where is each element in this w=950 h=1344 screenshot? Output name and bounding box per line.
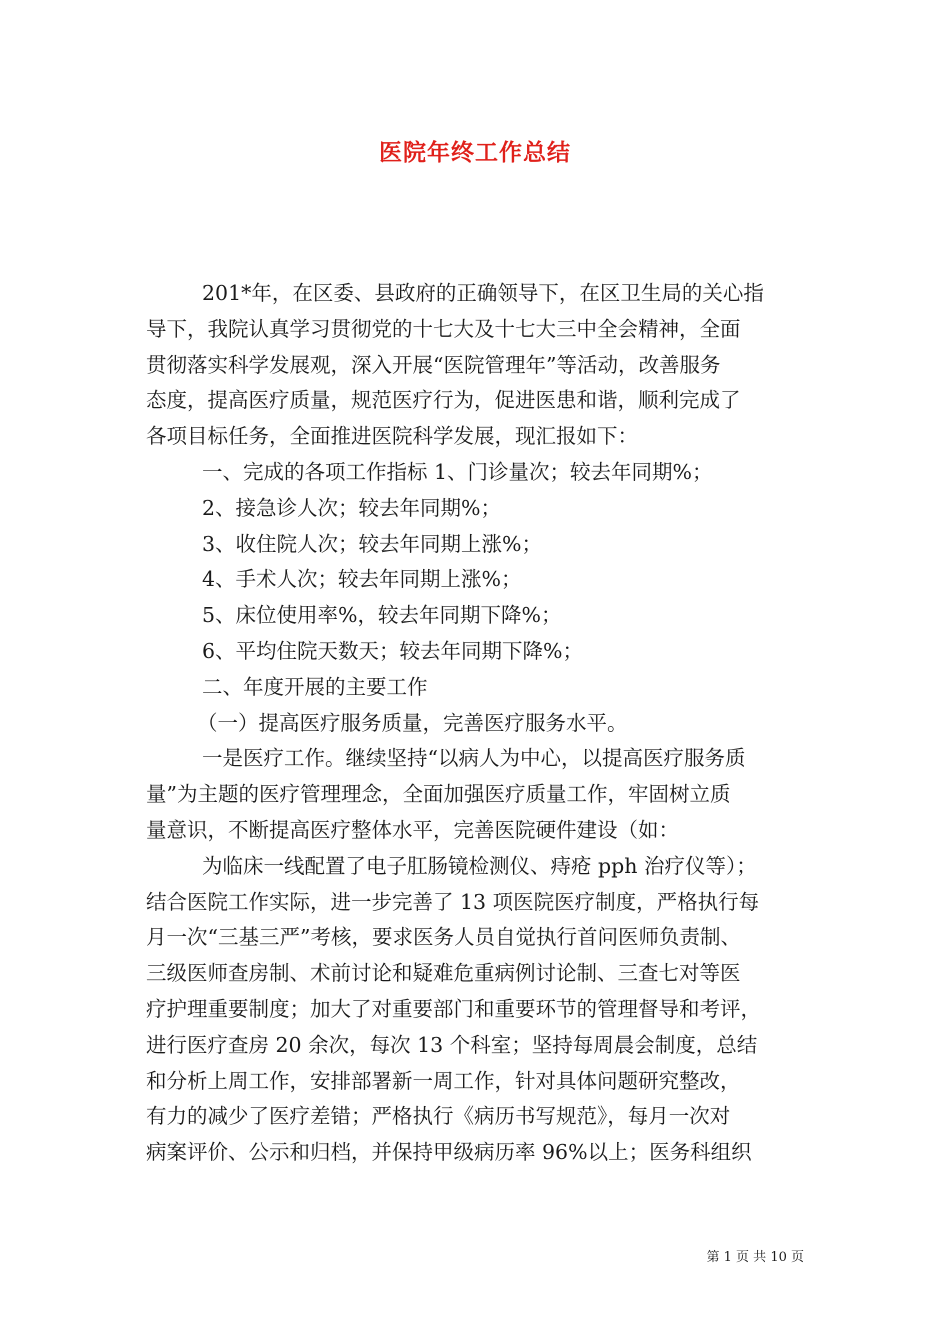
text-line: 各项目标任务，全面推进医院科学发展，现汇报如下： [146,424,638,449]
text-line: 为临床一线配置了电子肛肠镜检测仪、痔疮 pph 治疗仪等）； [202,853,757,878]
text-line: 月一次“三基三严”考核，要求医务人员自觉执行首问医师负责制、 [146,925,741,950]
text-line: 201*年，在区委、县政府的正确领导下，在区卫生局的关心指 [202,281,764,305]
text-line: 三级医师查房制、术前讨论和疑难危重病例讨论制、三查七对等医 [146,961,741,986]
document-title: 医院年终工作总结 [379,139,571,166]
text-line: 贯彻落实科学发展观，深入开展“医院管理年”等活动，改善服务 [146,352,721,377]
text-line: 进行医疗查房 20 余次，每次 13 个科室；坚持每周晨会制度，总结 [146,1032,758,1057]
text-line: 量”为主题的医疗管理理念，全面加强医疗质量工作，牢固树立质 [146,782,731,807]
text-line: 疗护理重要制度；加大了对重要部门和重要环节的管理督导和考评， [146,996,761,1021]
text-line: 二、年度开展的主要工作 [202,674,428,699]
text-line: 6、平均住院天数天；较去年同期下降%； [202,638,584,663]
text-line: 病案评价、公示和归档，并保持甲级病历率 96%以上；医务科组织 [146,1140,752,1165]
text-line: 量意识，不断提高医疗整体水平，完善医院硬件建设（如： [146,817,679,842]
page-number: 第 1 页 共 10 页 [706,1250,804,1265]
text-line: （一）提高医疗服务质量，完善医疗服务水平。 [197,710,628,735]
text-line: 3、收住院人次；较去年同期上涨%； [202,531,543,556]
text-line: 结合医院工作实际，进一步完善了 13 项医院医疗制度，严格执行每 [146,889,760,914]
text-line: 一是医疗工作。继续坚持“以病人为中心，以提高医疗服务质 [202,746,746,771]
text-line: 和分析上周工作，安排部署新一周工作，针对具体问题研究整改， [146,1068,741,1093]
text-line: 5、床位使用率%，较去年同期下降%； [202,603,562,628]
text-line: 4、手术人次；较去年同期上涨%； [202,567,522,592]
text-line: 2、接急诊人次；较去年同期%； [202,495,502,520]
text-line: 一、完成的各项工作指标 1、门诊量次；较去年同期%； [202,459,713,484]
document-body [146,276,816,1171]
text-line: 态度，提高医疗质量，规范医疗行为，促进医患和谐，顺利完成了 [146,388,741,413]
text-line: 导下，我院认真学习贯彻党的十七大及十七大三中全会精神，全面 [146,316,741,341]
text-line: 有力的减少了医疗差错；严格执行《病历书写规范》，每月一次对 [146,1104,731,1129]
